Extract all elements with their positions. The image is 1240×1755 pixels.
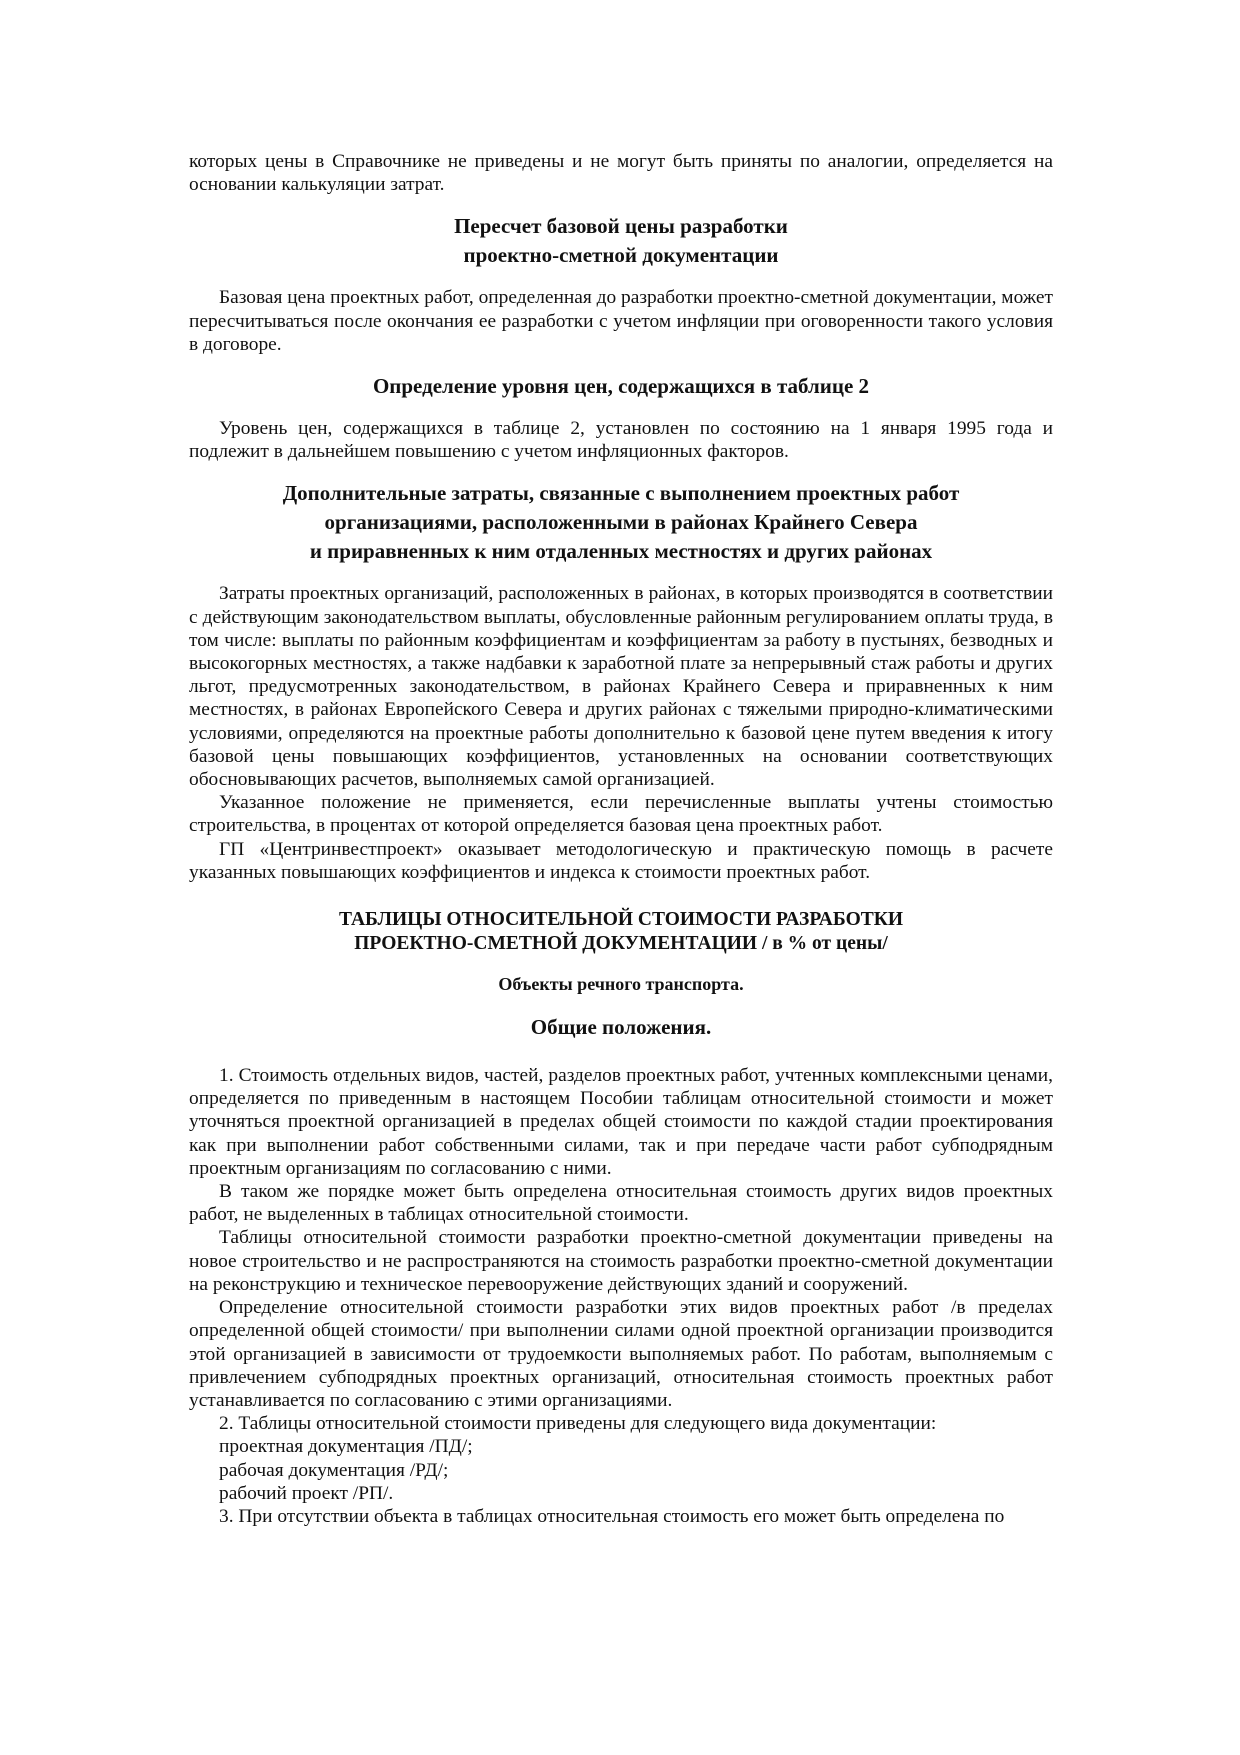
tables-subheading: Объекты речного транспорта. <box>498 974 744 995</box>
item1-paragraph3: Таблицы относительной стоимости разработки проектно-сметной документации приведены на новое строительство и не распространяются на стоимость разработки проектно-сметной документации на реконструкцию и техническое перевооружение действующих зданий и сооружений. <box>189 1227 1053 1295</box>
item1-paragraph1: 1. Стоимость отдельных видов, частей, разделов проектных работ, учтенных комплексными ценами, определяется по приведенным в настоящем Пособии таблицам относительной стоимости и может уточняться проектной организацией в пределах общей стоимости по каждой стадии проектирования как при выполнении работ собственными силами, так и при передаче части работ субподрядным проектным организациям по согласованию с ними. <box>189 1065 1053 1179</box>
recalc-heading-line1: Пересчет базовой цены разработки <box>454 214 788 239</box>
additional-costs-heading <box>189 479 1053 566</box>
list-item: рабочий проект /РП/. <box>219 1482 394 1504</box>
additional-costs-heading-line2: организациями, расположенными в районах Крайнего Севера <box>324 510 918 535</box>
recalc-paragraph: Базовая цена проектных работ, определенная до разработки проектно-сметной документации, может пересчитываться после окончания ее разработки с учетом инфляции при оговоренности такого условия в договоре. <box>189 287 1053 355</box>
recalc-heading-line2: проектно-сметной документации <box>463 243 779 268</box>
item1-paragraph4: Определение относительной стоимости разработки этих видов проектных работ /в пределах определенной общей стоимости/ при выполнении силами одной проектной организации производится этой организацией в зависимости от трудоемкости выполняемых работ. По работам, выполняемым с привлечением субподрядных проектных организаций, относительная стоимость проектных работ устанавливается по согласованию с этими организациями. <box>189 1297 1053 1411</box>
additional-costs-heading-line1: Дополнительные затраты, связанные с выполнением проектных работ <box>282 481 960 506</box>
list-item: рабочая документация /РД/; <box>219 1459 449 1481</box>
intro-paragraph: которых цены в Справочнике не приведены и не могут быть приняты по аналогии, определяется на основании калькуляции затрат. <box>189 151 1053 196</box>
additional-costs-paragraph2: Указанное положение не применяется, если перечисленные выплаты учтены стоимостью строительства, в процентах от которой определяется базовая цена проектных работ. <box>189 792 1053 837</box>
item2-intro: 2. Таблицы относительной стоимости приведены для следующего вида документации: <box>219 1413 937 1435</box>
document-page <box>189 150 1053 1528</box>
tables-heading-line2: ПРОЕКТНО-СМЕТНОЙ ДОКУМЕНТАЦИИ / в % от цены/ <box>354 932 888 954</box>
additional-costs-heading-line3: и приравненных к ним отдаленных местностях и других районах <box>309 539 933 564</box>
item1-paragraph2: В таком же порядке может быть определена относительная стоимость других видов проектных работ, не выделенных в таблицах относительной стоимости. <box>189 1181 1053 1226</box>
item3-start: 3. При отсутствии объекта в таблицах относительная стоимость его может быть определена по <box>219 1505 1005 1527</box>
general-provisions-heading: Общие положения. <box>530 1015 712 1040</box>
tables-heading-line1: ТАБЛИЦЫ ОТНОСИТЕЛЬНОЙ СТОИМОСТИ РАЗРАБОТКИ <box>338 909 904 931</box>
price-level-paragraph: Уровень цен, содержащихся в таблице 2, установлен по состоянию на 1 января 1995 года и подлежит в дальнейшем повышению с учетом инфляционных факторов. <box>189 418 1053 463</box>
list-item: проектная документация /ПД/; <box>219 1436 473 1458</box>
recalc-heading <box>189 212 1053 270</box>
price-level-heading: Определение уровня цен, содержащихся в таблице 2 <box>372 374 870 399</box>
additional-costs-paragraph1: Затраты проектных организаций, расположенных в районах, в которых производятся в соответствии с действующим законодательством выплаты, обусловленные районным регулированием оплаты труда, в том числе: выплаты по районным коэффициентам и коэффициентам за работу в пустынях, безводных и высокогорных местностях, а также надбавки к заработной плате за непрерывный стаж работы и других льгот, предусмотренных законодательством, в районах Крайнего Севера и приравненных к ним местностях, в районах Европейского Севера и других районах с тяжелыми природно-климатическими условиями, определяются на проектные работы дополнительно к базовой цене путем введения к итогу базовой цены повышающих коэффициентов, установленных на основании соответствующих обосновывающих расчетов, выполняемых самой организацией. <box>189 583 1053 791</box>
tables-heading <box>189 908 1053 955</box>
additional-costs-paragraph3: ГП «Центринвестпроект» оказывает методологическую и практическую помощь в расчете указанных повышающих коэффициентов и индекса к стоимости проектных работ. <box>189 838 1053 883</box>
